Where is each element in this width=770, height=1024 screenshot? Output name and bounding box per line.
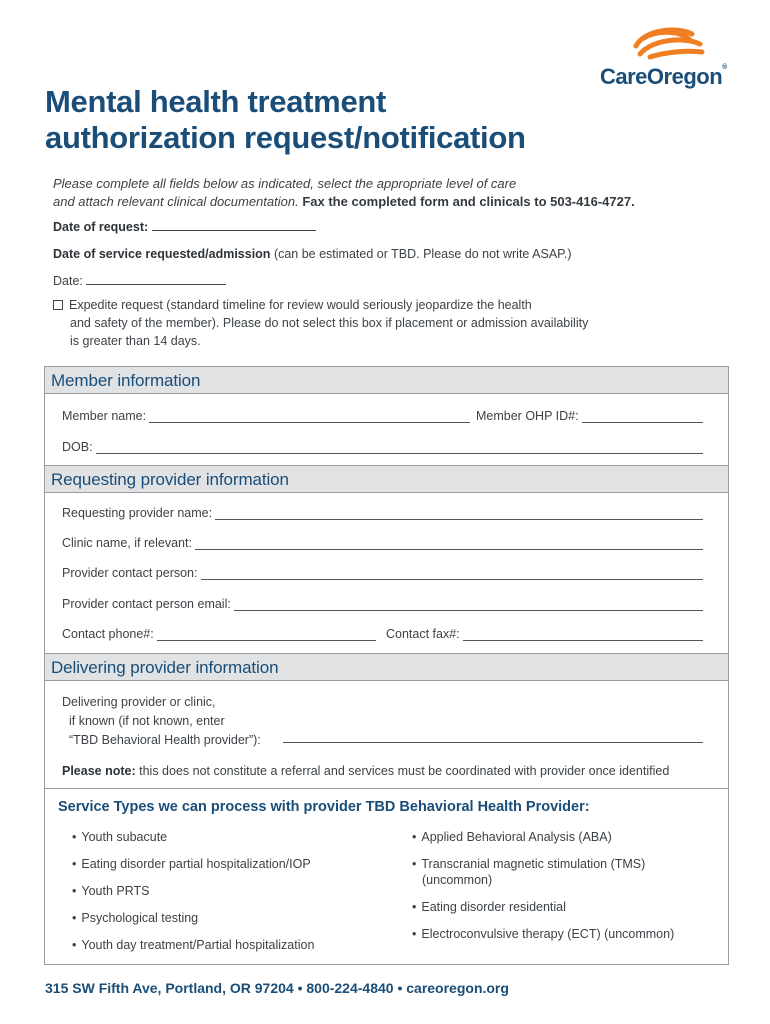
service-item-right-4: • Electroconvulsive therapy (ECT) (uncommon)	[412, 927, 675, 941]
delivering-provider-field[interactable]	[283, 742, 703, 743]
service-item-left-2: • Eating disorder partial hospitalization/IOP	[72, 857, 311, 871]
contact-fax-field[interactable]: Contact fax#:	[386, 627, 703, 641]
date-of-request-label: Date of request:	[53, 220, 149, 234]
logo-wordmark: CareOregon®	[600, 64, 727, 89]
service-item-left-1: • Youth subacute	[72, 830, 168, 844]
delivering-provider-header	[44, 653, 729, 681]
expedite-line-2: and safety of the member). Please do not select this box if placement or admission availability	[70, 316, 589, 330]
date-of-request-row	[53, 219, 316, 234]
member-info-body	[44, 394, 729, 466]
expedite-checkbox[interactable]	[53, 300, 63, 310]
expedite-line-3: is greater than 14 days.	[70, 334, 201, 348]
service-types-title: Service Types we can process with provider TBD Behavioral Health Provider:	[58, 799, 590, 815]
expedite-request	[53, 296, 673, 350]
member-info-heading: Member information	[51, 371, 201, 390]
member-info-header	[44, 366, 729, 394]
intro-line-1: Please complete all fields below as indicated, select the appropriate level of care	[53, 176, 517, 191]
service-divider	[44, 788, 729, 789]
date-of-service-label: Date of service requested/admission	[53, 247, 271, 261]
contact-phone-field[interactable]: Contact phone#:	[62, 627, 376, 641]
careoregon-swirl-icon	[630, 26, 706, 60]
service-item-left-5: • Youth day treatment/Partial hospitalization	[72, 938, 315, 952]
service-date-label: Date:	[53, 274, 83, 288]
service-item-left-4: • Psychological testing	[72, 911, 199, 925]
delivering-provider-heading: Delivering provider information	[51, 658, 279, 677]
title-line-2: authorization request/notification	[45, 120, 526, 155]
delivering-provider-label: Delivering provider or clinic, if known (if not known, enter “TBD Behavioral Health provider”):	[62, 695, 261, 747]
expedite-line-1: Expedite request (standard timeline for review would seriously jeopardize the health	[69, 298, 532, 312]
service-item-right-1: • Applied Behavioral Analysis (ABA)	[412, 830, 612, 844]
member-name-field[interactable]: Member name:	[62, 409, 470, 423]
date-of-request-field[interactable]	[152, 219, 316, 231]
date-of-service-note: (can be estimated or TBD. Please do not write ASAP.)	[273, 247, 572, 261]
title-line-1: Mental health treatment	[45, 84, 387, 119]
service-item-right-2: • Transcranial magnetic stimulation (TMS) (uncommon)	[412, 857, 646, 887]
service-item-right-3: • Eating disorder residential	[412, 900, 566, 914]
clinic-name-field[interactable]: Clinic name, if relevant:	[62, 536, 703, 550]
footer-contact: 315 SW Fifth Ave, Portland, OR 97204 • 800-224-4840 • careoregon.org	[45, 980, 509, 996]
provider-contact-person-field[interactable]: Provider contact person:	[62, 566, 703, 580]
date-of-service-row	[53, 247, 572, 261]
provider-contact-email-field[interactable]: Provider contact person email:	[62, 597, 703, 611]
requesting-provider-name-field[interactable]: Requesting provider name:	[62, 506, 703, 520]
member-ohp-id-field[interactable]: Member OHP ID#:	[476, 409, 703, 423]
requesting-provider-header	[44, 465, 729, 493]
referral-note: Please note: this does not constitute a referral and services must be coordinated with provider once identified	[62, 764, 670, 778]
intro-line-2: and attach relevant clinical documentation.	[53, 194, 299, 209]
intro-instructions	[53, 175, 733, 211]
page-title	[45, 84, 605, 156]
service-date-field[interactable]	[86, 273, 226, 285]
fax-instruction: Fax the completed form and clinicals to 503-416-4727.	[302, 194, 635, 209]
service-item-left-3: • Youth PRTS	[72, 884, 150, 898]
service-date-row	[53, 273, 226, 288]
requesting-provider-heading: Requesting provider information	[51, 470, 289, 489]
member-dob-field[interactable]: DOB:	[62, 440, 703, 454]
careoregon-logo	[600, 26, 734, 90]
